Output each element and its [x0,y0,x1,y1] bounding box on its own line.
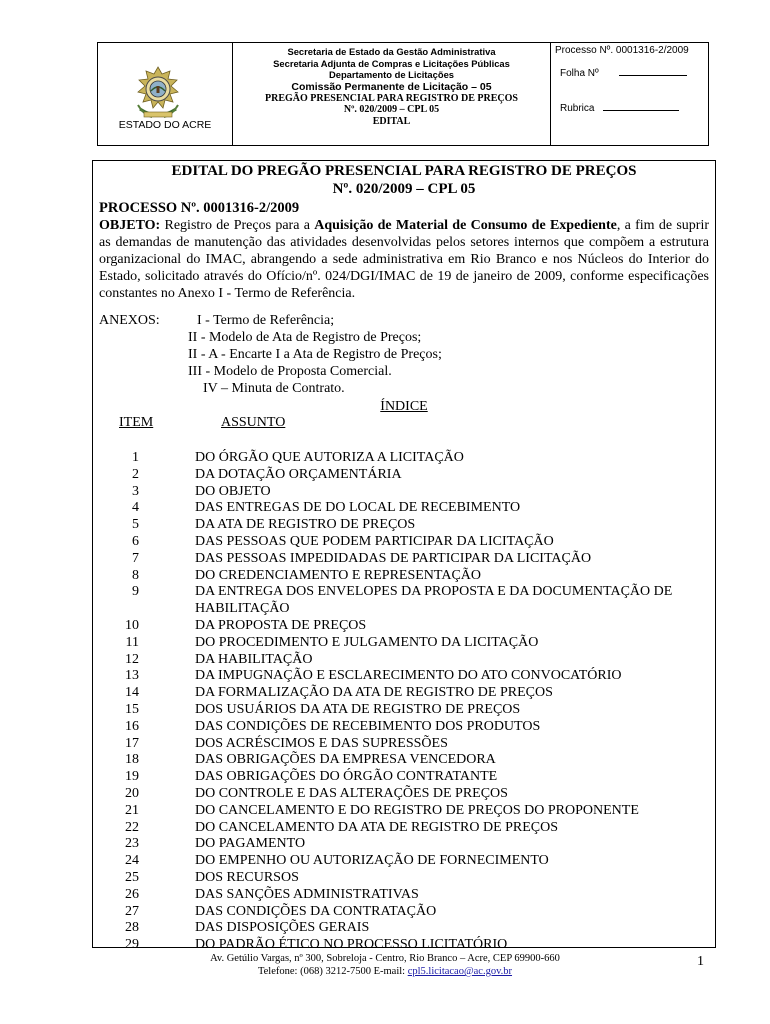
index-item-number: 10 [125,617,139,633]
anexo-item: IV – Minuta de Contrato. [203,381,345,396]
anexo-item: II - Modelo de Ata de Registro de Preços; [188,330,422,345]
header-title-cell [233,43,551,145]
index-item-number: 22 [125,819,139,835]
index-item-number: 12 [125,651,139,667]
header-rubrica [555,102,708,115]
index-row [93,652,715,669]
index-row [93,752,715,769]
index-row [93,920,715,937]
doc-objeto [99,217,709,302]
index-row [93,853,715,870]
index-row [93,769,715,786]
anexo-item: III - Modelo de Proposta Comercial. [188,364,392,379]
index-item-subject: DO PROCEDIMENTO E JULGAMENTO DA LICITAÇÃO [195,634,539,650]
footer-phone: Telefone: (068) 3212-7500 E-mail: [257,966,408,977]
folha-blank [619,67,687,76]
doc-processo: PROCESSO Nº. 0001316-2/2009 [99,200,300,216]
index-item-subject: DAS SANÇÕES ADMINISTRATIVAS [195,886,419,902]
index-item-subject: DAS PESSOAS IMPEDIDADAS DE PARTICIPAR DA LICITAÇÃO [195,550,592,566]
index-item-number: 14 [125,685,139,701]
estado-label: ESTADO DO ACRE [118,119,212,131]
index-row [93,803,715,820]
doc-title-line2: Nº. 020/2009 – CPL 05 [332,181,476,197]
col-item-header: ITEM [119,415,154,430]
index-item-number: 17 [125,735,139,751]
page-footer [0,952,770,978]
index-item-subject: DO CONTROLE E DAS ALTERAÇÕES DE PREÇOS [195,785,508,801]
index-item-subject: DA PROPOSTA DE PREÇOS [195,617,367,633]
header-line-secretaria: Secretaria de Estado da Gestão Administrativa [287,46,496,57]
index-item-number: 2 [132,466,139,482]
header-logo-cell [98,43,233,145]
index-item-subject: DA ENTREGA DOS ENVELOPES DA PROPOSTA E DA DOCUMENTAÇÃO DE HABILITAÇÃO [195,584,673,617]
header-line-comissao: Comissão Permanente de Licitação – 05 [291,80,492,93]
index-item-subject: DO CANCELAMENTO DA ATA DE REGISTRO DE PREÇOS [195,819,559,835]
index-item-subject: DA ATA DE REGISTRO DE PREÇOS [195,517,416,533]
index-list [93,450,715,954]
index-item-number: 7 [132,550,139,566]
index-item-number: 27 [125,903,139,919]
index-item-subject: DOS USUÁRIOS DA ATA DE REGISTRO DE PREÇOS [195,701,521,717]
index-item-subject: DAS CONDIÇÕES DA CONTRATAÇÃO [195,903,437,919]
index-item-number: 29 [125,937,139,953]
index-item-subject: DOS RECURSOS [195,869,299,885]
header-line-secretaria-adjunta: Secretaria Adjunta de Compras e Licitações Públicas [273,57,510,69]
index-item-subject: DO OBJETO [195,483,271,499]
index-item-number: 15 [125,701,139,717]
index-item-subject: DAS PESSOAS QUE PODEM PARTICIPAR DA LICITAÇÃO [195,533,554,549]
index-item-subject: DO CREDENCIAMENTO E REPRESENTAÇÃO [195,567,482,583]
indice-heading: ÍNDICE [380,399,428,414]
index-row [93,887,715,904]
footer-email-link[interactable]: cpl5.licitacao@ac.gov.br [407,966,513,977]
index-row [93,702,715,719]
edital-body [92,160,716,953]
index-item-number: 9 [132,584,139,600]
index-row [93,517,715,534]
index-item-number: 6 [132,533,139,549]
index-row [93,500,715,517]
index-item-number: 23 [125,836,139,852]
index-item-number: 1 [132,450,139,465]
header-line-departamento: Departamento de Licitações [328,69,455,80]
index-item-number: 18 [125,752,139,768]
page-number: 1 [697,954,704,969]
objeto-post: , a fim de suprir as demandas de manutenção das atividades desenvolvidas pelos setores internos que compõem a estrutura organizacional do IMAC, abrangendo a sede administrativa em Rio Branco e nos Núcleos do Interior do Estado, solicitado através do Ofício/nº. 024/DGI/IMAC de 19 de janeiro de 2009, conforme especificações constantes no Anexo I - Termo de Referência. [99,218,710,301]
index-row [93,568,715,585]
index-item-number: 16 [125,718,139,734]
index-item-number: 28 [125,920,139,936]
index-item-subject: DAS OBRIGAÇÕES DO ÓRGÃO CONTRATANTE [195,769,498,785]
index-row [93,820,715,837]
index-item-number: 25 [125,869,139,885]
anexo-item: I - Termo de Referência; [197,313,335,328]
header-line-numero: Nº. 020/2009 – CPL 05 [343,104,440,115]
index-item-subject: DAS DISPOSIÇÕES GERAIS [195,920,370,936]
index-row [93,635,715,652]
document-header [97,42,709,146]
footer-address: Av. Getúlio Vargas, nº 300, Sobreloja - Centro, Rio Branco – Acre, CEP 69900-660 [210,953,560,964]
index-row [93,668,715,685]
index-item-subject: DA HABILITAÇÃO [195,651,313,667]
index-row [93,904,715,921]
index-row [93,685,715,702]
index-item-number: 3 [132,483,139,499]
index-item-subject: DO ÓRGÃO QUE AUTORIZA A LICITAÇÃO [195,450,464,465]
index-row [93,467,715,484]
index-item-number: 8 [132,567,139,583]
index-row [93,786,715,803]
header-folha [555,67,708,80]
index-item-number: 21 [125,802,139,818]
index-item-number: 24 [125,853,139,869]
index-item-subject: DO PAGAMENTO [195,836,306,852]
index-item-number: 4 [132,500,139,516]
anexos-label: ANEXOS: [99,313,160,328]
index-row [93,719,715,736]
header-processo: Processo Nº. 0001316-2/2009 [555,45,689,56]
index-item-subject: DA FORMALIZAÇÃO DA ATA DE REGISTRO DE PREÇOS [195,685,553,701]
index-item-subject: DO EMPENHO OU AUTORIZAÇÃO DE FORNECIMENTO [195,853,549,869]
index-row [93,736,715,753]
anexo-item: II - A - Encarte I a Ata de Registro de Preços; [188,347,442,362]
index-item-subject: DO PADRÃO ÉTICO NO PROCESSO LICITATÓRIO [195,937,508,953]
state-seal-icon [132,65,184,123]
objeto-pre: Registro de Preços para a [164,218,310,233]
index-item-number: 19 [125,769,139,785]
rubrica-blank [603,102,679,111]
index-row [93,534,715,551]
index-row [93,584,715,618]
index-row [93,870,715,887]
index-row [93,836,715,853]
folha-label: Folha Nº [560,68,599,79]
index-item-subject: DAS CONDIÇÕES DE RECEBIMENTO DOS PRODUTOS [195,718,541,734]
doc-title-line1: EDITAL DO PREGÃO PRESENCIAL PARA REGISTRO DE PREÇOS [171,163,637,179]
index-item-number: 11 [125,634,139,650]
index-row [93,450,715,467]
index-item-subject: DA DOTAÇÃO ORÇAMENTÁRIA [195,466,402,482]
index-item-number: 5 [132,517,139,533]
header-line-edital: EDITAL [372,115,411,127]
index-item-number: 20 [125,785,139,801]
footer-contact [0,965,770,978]
index-item-number: 26 [125,886,139,902]
index-item-subject: DOS ACRÉSCIMOS E DAS SUPRESSÕES [195,735,448,751]
index-item-number: 13 [125,668,139,684]
objeto-bold: Aquisição de Material de Consumo de Expediente [314,218,617,233]
header-line-pregao: PREGÃO PRESENCIAL PARA REGISTRO DE PREÇOS [265,92,518,104]
objeto-label: OBJETO: [99,218,161,233]
index-row [93,551,715,568]
header-process-cell [551,43,708,145]
index-item-subject: DA IMPUGNAÇÃO E ESCLARECIMENTO DO ATO CONVOCATÓRIO [195,668,622,684]
col-assunto-header: ASSUNTO [221,415,286,430]
index-item-subject: DAS OBRIGAÇÕES DA EMPRESA VENCEDORA [195,752,496,768]
index-row [93,484,715,501]
index-row [93,618,715,635]
index-item-subject: DO CANCELAMENTO E DO REGISTRO DE PREÇOS DO PROPONENTE [195,802,639,818]
rubrica-label: Rubrica [560,103,595,114]
index-item-subject: DAS ENTREGAS DE DO LOCAL DE RECEBIMENTO [195,500,521,516]
